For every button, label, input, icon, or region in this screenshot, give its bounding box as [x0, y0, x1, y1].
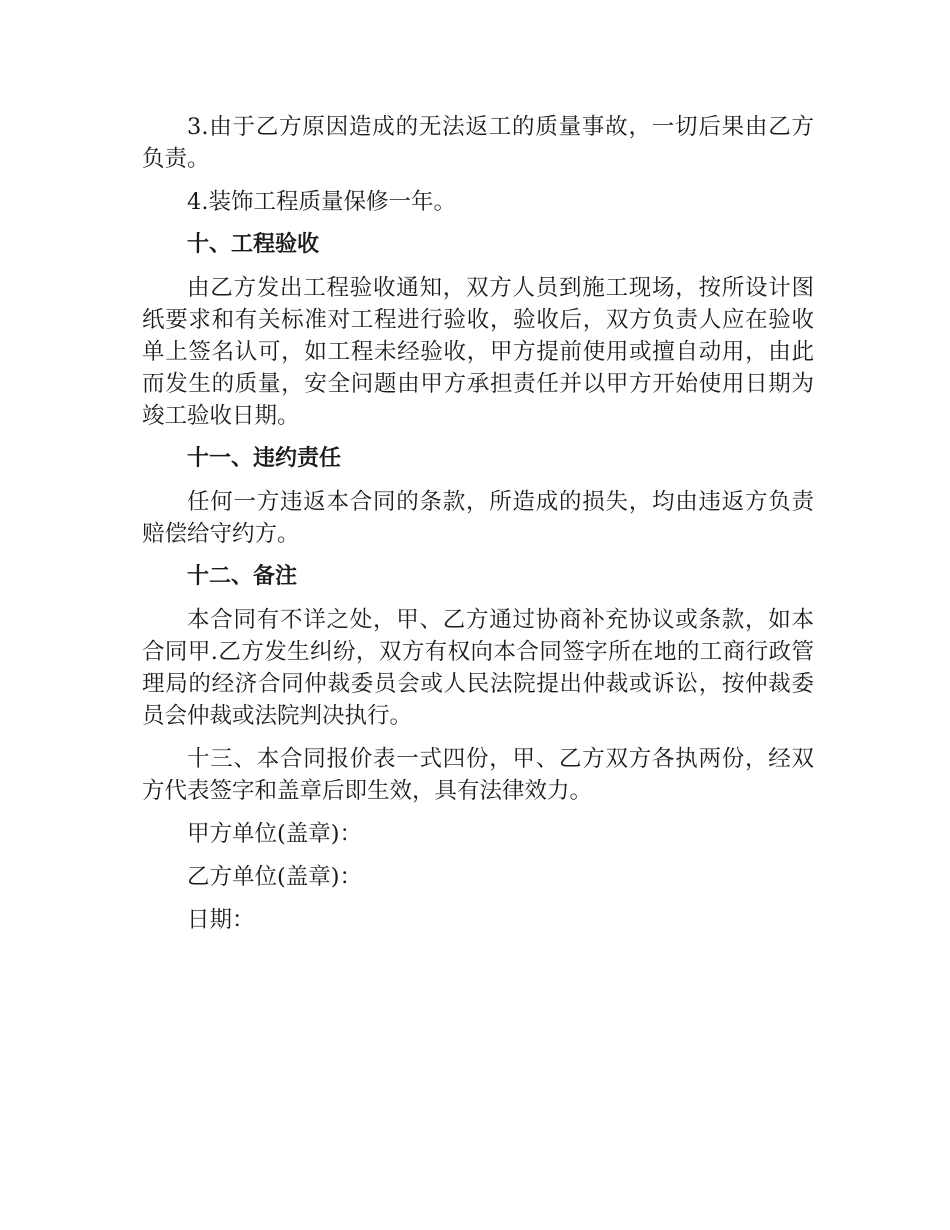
- party-b-signature-line: 乙方单位(盖章)：: [187, 864, 363, 890]
- section-heading-breach: 十一、违约责任: [187, 446, 342, 471]
- date-line: 日期：: [187, 907, 255, 933]
- document-body: [142, 111, 814, 947]
- section-heading-remarks: 十二、备注: [187, 564, 298, 589]
- section-heading-acceptance: 十、工程验收: [187, 232, 320, 257]
- clause-3-quality-accident: 3.由于乙方原因造成的无法返工的质量事故，一切后果由乙方负责。: [142, 114, 814, 172]
- acceptance-paragraph: 由乙方发出工程验收通知，双方人员到施工现场，按所设计图纸要求和有关标准对工程进行验收，验收后，双方负责人应在验收单上签名认可，如工程未经验收，甲方提前使用或擅自动用，由此而发生的质量，安全问题由甲方承担责任并以甲方开始使用日期为竣工验收日期。: [142, 275, 814, 429]
- remarks-paragraph: 本合同有不详之处，甲、乙方通过协商补充协议或条款，如本合同甲.乙方发生纠纷，双方有权向本合同签字所在地的工商行政管理局的经济合同仲裁委员会或人民法院提出仲裁或诉讼，按仲裁委员会仲裁或法院判决执行。: [142, 607, 814, 729]
- party-a-signature-line: 甲方单位(盖章)：: [187, 821, 363, 847]
- breach-paragraph: 任何一方违返本合同的条款，所造成的损失，均由违返方负责赔偿给守约方。: [142, 489, 814, 547]
- copies-paragraph: 十三、本合同报价表一式四份，甲、乙方双方各执两份，经双方代表签字和盖章后即生效，具有法律效力。: [142, 746, 814, 804]
- clause-4-warranty: 4.装饰工程质量保修一年。: [187, 189, 456, 215]
